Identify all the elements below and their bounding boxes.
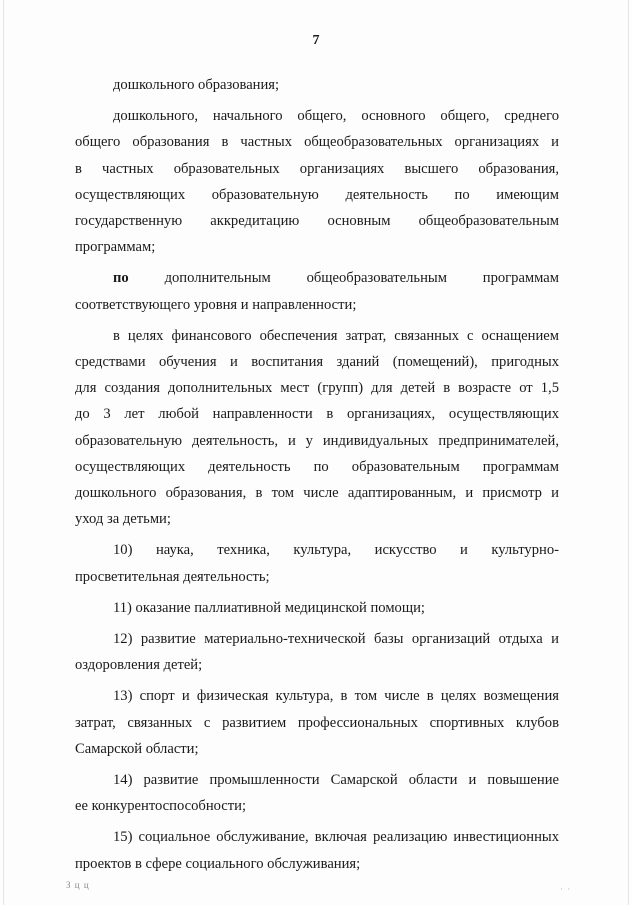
scan-edge-left <box>3 0 4 905</box>
scan-edge-right <box>628 0 629 905</box>
text-line: дошкольного, начального общего, основного общего, среднего <box>113 108 559 125</box>
text-line: до 3 лет любой направленности в организациях, осуществляющих <box>75 406 559 423</box>
paragraph-item-11: 11) оказание паллиативной медицинской помощи; <box>113 599 425 616</box>
paragraph-item-10 <box>75 537 559 589</box>
text-line: осуществляющих образовательную деятельность по имеющим <box>75 186 559 203</box>
scan-mark-right: · · <box>560 884 572 894</box>
text-line: для создания дополнительных мест (групп) для детей в возрасте от 1,5 <box>75 380 559 397</box>
document-body <box>75 72 559 877</box>
text-line: 14) развитие промышленности Самарской области и повышение <box>113 772 559 789</box>
paragraph-additional-programs <box>75 265 559 317</box>
text-line: 12) развитие материально-технической базы организаций отдыха и <box>113 631 559 648</box>
paragraph-financial-support <box>75 323 559 533</box>
paragraph-item-12 <box>75 626 559 678</box>
paragraph-preschool-end: дошкольного образования; <box>113 77 280 93</box>
text-line: общего образования в частных общеобразовательных организациях и <box>75 134 559 151</box>
text-line <box>75 265 559 291</box>
text-line: 13) спорт и физическая культура, в том числе в целях возмещения <box>113 688 559 705</box>
text-line: в частных образовательных организациях высшего образования, <box>75 160 559 177</box>
text-segment: дополнительным общеобразовательным программам <box>164 270 560 287</box>
text-line: ее конкурентоспособности; <box>75 798 247 815</box>
text-word-po: по <box>113 270 129 287</box>
paragraph-item-14 <box>75 767 559 819</box>
paragraph-item-13 <box>75 683 559 762</box>
text-line: программам; <box>75 239 156 256</box>
paragraph-private-organizations <box>75 103 559 260</box>
text-line: дошкольного образования, в том числе адаптированным, и присмотр и <box>75 485 559 502</box>
text-line: 10) наука, техника, культура, искусство и культурно- <box>113 542 559 559</box>
text-line: просветительная деятельность; <box>75 568 270 585</box>
paragraph-item-15 <box>75 824 559 876</box>
scan-mark-left: З ц ц <box>66 880 90 890</box>
text-line: образовательную деятельность, и у индивидуальных предпринимателей, <box>75 432 559 449</box>
text-line: затрат, связанных с развитием профессиональных спортивных клубов <box>75 714 559 731</box>
text-line: уход за детьми; <box>75 511 171 528</box>
text-line: оздоровления детей; <box>75 657 203 674</box>
text-line: осуществляющих деятельность по образовательным программам <box>75 458 559 475</box>
page-number: 7 <box>312 33 320 48</box>
text-line: проектов в сфере социального обслуживания; <box>75 855 361 872</box>
text-line: Самарской области; <box>75 740 199 757</box>
text-line: в целях финансового обеспечения затрат, связанных с оснащением <box>113 327 559 344</box>
text-line: 15) социальное обслуживание, включая реализацию инвестиционных <box>113 829 559 846</box>
text-line: государственную аккредитацию основным общеобразовательным <box>75 213 559 230</box>
text-line: соответствующего уровня и направленности; <box>75 296 357 313</box>
text-line: средствами обучения и воспитания зданий (помещений), пригодных <box>75 354 559 371</box>
